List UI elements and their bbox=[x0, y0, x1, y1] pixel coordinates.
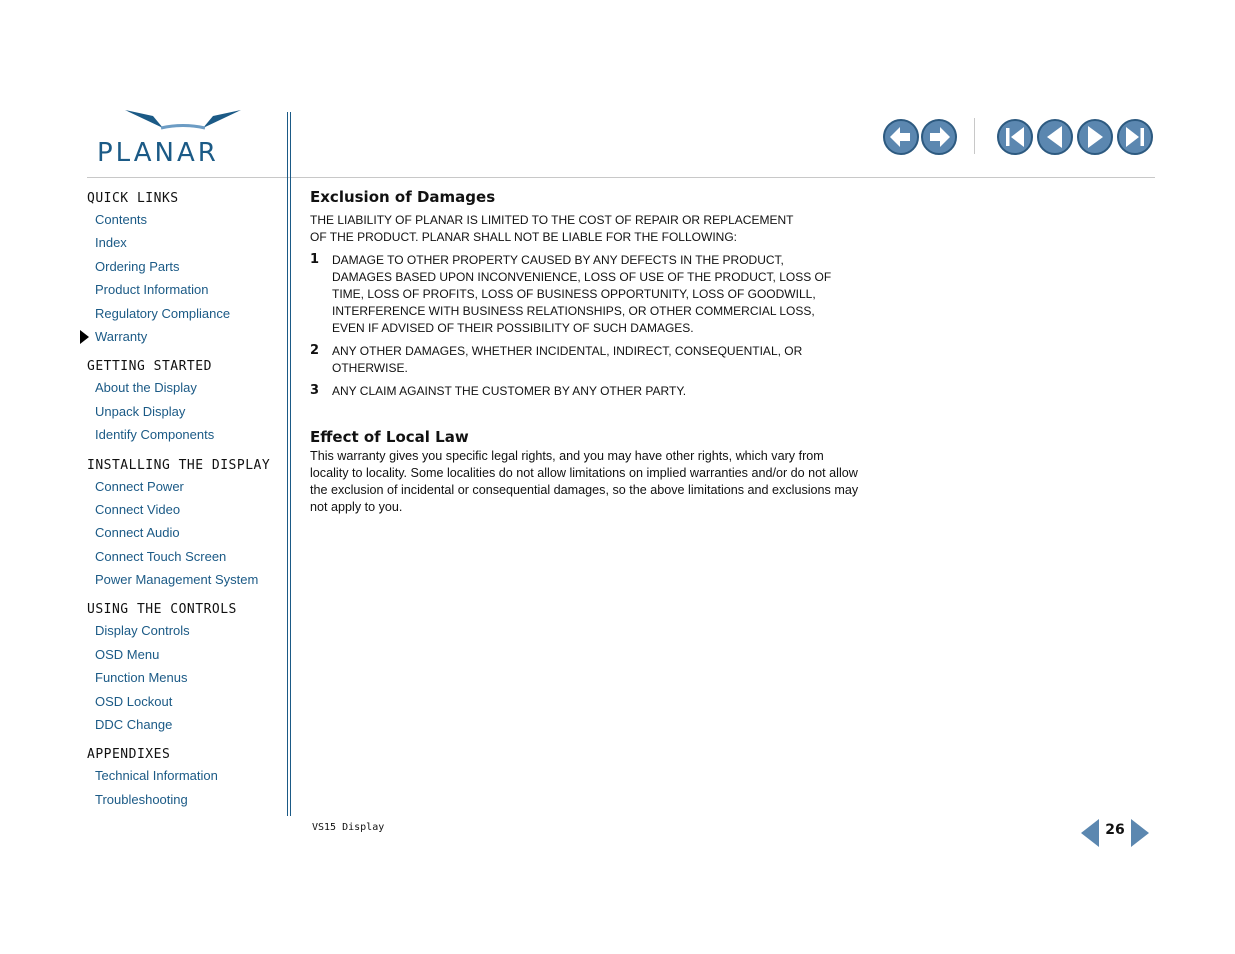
section-installing-the-display: INSTALLING THE DISPLAY bbox=[87, 457, 271, 473]
section-appendixes: APPENDIXES bbox=[87, 747, 171, 763]
sidebar-item-about-the-display[interactable]: About the Display bbox=[95, 380, 197, 396]
section-getting-started: GETTING STARTED bbox=[87, 359, 212, 375]
back-icon[interactable] bbox=[882, 118, 920, 156]
sidebar-item-ordering-parts[interactable]: Ordering Parts bbox=[95, 258, 180, 274]
sidebar-item-contents[interactable]: Contents bbox=[95, 212, 148, 227]
sidebar-item-unpack-display[interactable]: Unpack Display bbox=[95, 403, 186, 419]
sidebar-item-ddc-change[interactable]: DDC Change bbox=[95, 717, 173, 733]
section-quick-links: QUICK LINKS bbox=[87, 191, 179, 206]
item-number: 1 bbox=[310, 252, 320, 267]
local-law-paragraph: This warranty gives you specific legal rights, and you may have other rights, which vary from locality to locality. Some localities do not allow limitations on implied warranties and/or do not allow the exclusion of incidental or consequential damages, so the above limitations and exclusions may not apply to you. bbox=[310, 449, 859, 514]
sidebar-item-osd-menu[interactable]: OSD Menu bbox=[95, 646, 160, 662]
list-item bbox=[310, 252, 832, 337]
next-page-icon[interactable] bbox=[1076, 118, 1114, 156]
previous-page-icon[interactable] bbox=[1036, 118, 1074, 156]
sidebar-item-index[interactable]: Index bbox=[95, 235, 127, 251]
sidebar-item-power-management-system[interactable]: Power Management System bbox=[95, 572, 259, 588]
item-number: 2 bbox=[310, 343, 320, 358]
item-text: ANY OTHER DAMAGES, WHETHER INCIDENTAL, INDIRECT, CONSEQUENTIAL, OR OTHERWISE. bbox=[332, 344, 803, 375]
logo-wordmark: PLANAR bbox=[97, 138, 219, 168]
sidebar-item-regulatory-compliance[interactable]: Regulatory Compliance bbox=[95, 305, 231, 321]
sidebar-item-identify-components[interactable]: Identify Components bbox=[95, 427, 215, 443]
planar-logo bbox=[95, 106, 250, 168]
sidebar-item-connect-power[interactable]: Connect Power bbox=[95, 478, 184, 494]
footer-doc-title: VS15 Display bbox=[312, 822, 385, 833]
sidebar-item-osd-lockout[interactable]: OSD Lockout bbox=[95, 693, 173, 709]
sidebar-divider bbox=[287, 112, 288, 816]
last-page-icon[interactable] bbox=[1116, 118, 1154, 156]
list-item bbox=[310, 343, 832, 377]
footer-next-icon[interactable] bbox=[1130, 818, 1150, 848]
nav-separator bbox=[974, 118, 975, 154]
heading-exclusion-of-damages: Exclusion of Damages bbox=[310, 188, 496, 206]
heading-effect-of-local-law: Effect of Local Law bbox=[310, 428, 469, 446]
section-using-the-controls: USING THE CONTROLS bbox=[87, 602, 237, 618]
sidebar-item-connect-touch-screen[interactable]: Connect Touch Screen bbox=[95, 548, 227, 564]
liability-intro: THE LIABILITY OF PLANAR IS LIMITED TO THE COST OF REPAIR OR REPLACEMENT OF THE PRODUCT. PLANAR SHALL NOT BE LIABLE FOR THE FOLLOWING: bbox=[310, 213, 794, 244]
sidebar-item-display-controls[interactable]: Display Controls bbox=[95, 623, 190, 639]
sidebar-item-warranty[interactable]: Warranty bbox=[87, 325, 282, 348]
item-text: ANY CLAIM AGAINST THE CUSTOMER BY ANY OTHER PARTY. bbox=[332, 384, 687, 398]
sidebar-item-connect-video[interactable]: Connect Video bbox=[95, 501, 181, 517]
item-text: DAMAGE TO OTHER PROPERTY CAUSED BY ANY DEFECTS IN THE PRODUCT, DAMAGES BASED UPON INCONVENIENCE, LOSS OF USE OF THE PRODUCT, LOSS OF TIME, LOSS OF PROFITS, LOSS OF BUSINESS OPPORTUNITY, LOSS OF GOODWILL, INTERFERENCE WITH BUSINESS RELATIONSHIPS, OR OTHER COMMERCIAL LOSS, EVEN IF ADVISED OF THEIR POSSIBILITY OF SUCH DAMAGES. bbox=[332, 253, 832, 335]
sidebar-item-function-menus[interactable]: Function Menus bbox=[95, 670, 188, 686]
first-page-icon[interactable] bbox=[996, 118, 1034, 156]
sidebar-item-connect-audio[interactable]: Connect Audio bbox=[95, 525, 180, 541]
forward-icon[interactable] bbox=[920, 118, 958, 156]
main-content bbox=[310, 186, 870, 516]
sidebar-item-troubleshooting[interactable]: Troubleshooting bbox=[95, 791, 188, 807]
header-divider bbox=[87, 177, 1155, 178]
sidebar bbox=[87, 190, 282, 811]
sidebar-divider-inner bbox=[290, 112, 291, 816]
list-item bbox=[310, 383, 832, 400]
logo-swoosh-icon bbox=[123, 106, 243, 136]
sidebar-item-technical-information[interactable]: Technical Information bbox=[95, 768, 218, 784]
sidebar-item-product-information[interactable]: Product Information bbox=[95, 282, 209, 298]
footer-previous-icon[interactable] bbox=[1080, 818, 1100, 848]
item-number: 3 bbox=[310, 383, 320, 398]
page-number: 26 bbox=[1105, 822, 1125, 838]
